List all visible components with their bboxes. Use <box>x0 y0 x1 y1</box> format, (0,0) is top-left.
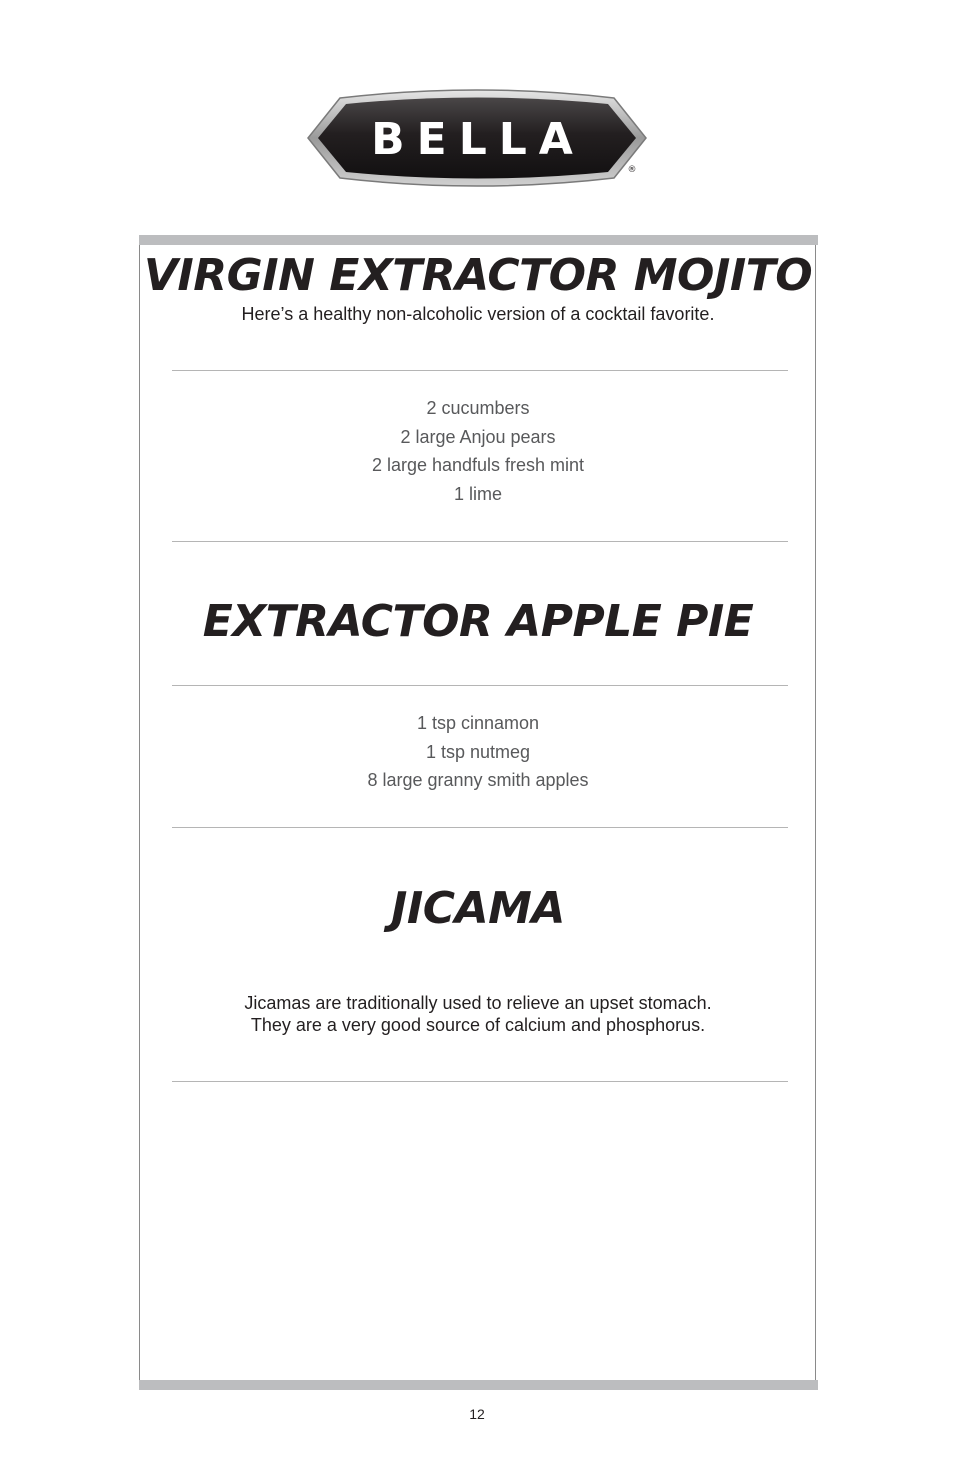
ingredient-list <box>140 709 816 795</box>
ingredient-item: 2 cucumbers <box>426 398 530 418</box>
ingredient-item: 1 lime <box>453 483 502 504</box>
ingredient-item: 1 tsp nutmeg <box>425 741 531 762</box>
divider <box>172 370 788 371</box>
ingredient-item: 1 tsp cinnamon <box>416 713 540 733</box>
ingredient-list <box>140 394 816 508</box>
logo-text: BELLA <box>371 114 585 165</box>
frame-top-bar <box>139 235 818 245</box>
description-line: They are a very good source of calcium and phosphorus. <box>250 1015 706 1035</box>
ingredient-item: 8 large granny smith apples <box>367 770 589 791</box>
description-line: Jicamas are traditionally used to relieve an upset stomach. <box>244 993 712 1013</box>
ingredient-item: 2 large Anjou pears <box>400 426 556 447</box>
recipe-subtitle: Here’s a healthy non-alcoholic version of a cocktail favorite. <box>241 304 715 324</box>
bella-logo <box>306 86 648 190</box>
frame-bottom-bar <box>139 1380 818 1390</box>
divider <box>172 827 788 828</box>
recipe-description <box>140 992 816 1036</box>
divider <box>172 541 788 542</box>
recipe-title: EXTRACTOR APPLE PIE <box>202 596 754 647</box>
divider <box>172 1081 788 1082</box>
registered-mark: ® <box>627 165 637 175</box>
ingredient-item: 2 large handfuls fresh mint <box>371 455 585 476</box>
bella-logo-badge <box>306 86 648 190</box>
page-number: 12 <box>469 1406 485 1422</box>
recipe-title: JICAMA <box>391 883 565 934</box>
recipe-title: VIRGIN EXTRACTOR MOJITO <box>143 250 813 301</box>
divider <box>172 685 788 686</box>
